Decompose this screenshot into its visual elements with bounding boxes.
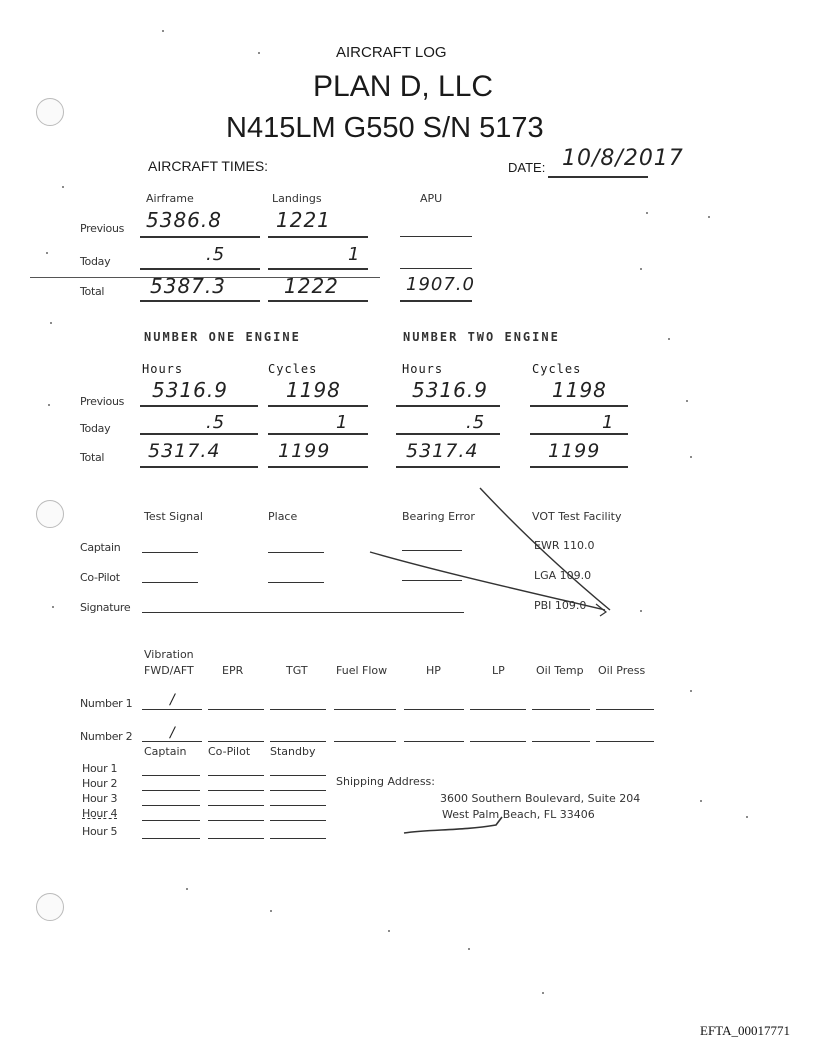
hour-3-label: Hour 3 — [82, 792, 118, 805]
hour-5-captain-line — [142, 838, 200, 839]
hour-4-standby-line — [270, 820, 326, 821]
scan-speck — [62, 186, 64, 188]
trend-number-1-line-5 — [404, 709, 464, 710]
trend-col-fwd-aft: FWD/AFT — [144, 664, 194, 677]
engine-two-hours-total-underline — [396, 466, 500, 468]
scan-speck — [542, 992, 544, 994]
engine-two-cycles-previous-underline — [530, 405, 628, 407]
trend-number-1-vibration: / — [170, 692, 176, 708]
trend-number-1-line-3 — [270, 709, 326, 710]
engine-one-cycles-header: Cycles — [268, 362, 318, 376]
airframe-total-value: 5387.3 — [150, 274, 226, 298]
airframe-row-previous-label: Previous — [80, 222, 125, 235]
shipping-address-line-1: 3600 Southern Boulevard, Suite 204 — [440, 792, 641, 805]
scan-speck — [668, 338, 670, 340]
trend-col-epr: EPR — [222, 664, 244, 677]
engine-two-hours-previous: 5316.9 — [412, 378, 488, 402]
landings-previous-underline — [268, 236, 368, 238]
engine-one-hours-previous: 5316.9 — [152, 378, 228, 402]
vor-row-signature-label: Signature — [80, 601, 131, 614]
landings-today-value: 1 — [348, 244, 361, 265]
trend-col-hp: HP — [426, 664, 441, 677]
scan-speck — [46, 252, 48, 254]
engine-one-cycles-previous-underline — [268, 405, 368, 407]
landings-total-value: 1222 — [284, 274, 339, 298]
hour-2-captain-line — [142, 790, 200, 791]
scan-speck — [468, 948, 470, 950]
engine-one-hours-header: Hours — [142, 362, 184, 376]
engine-row-total-label: Total — [80, 451, 105, 464]
engine-one-hours-total: 5317.4 — [148, 440, 221, 462]
hour-2-label: Hour 2 — [82, 777, 118, 790]
engine-one-hours-total-underline — [140, 466, 258, 468]
engine-one-title: NUMBER ONE ENGINE — [144, 330, 301, 344]
engine-two-cycles-today: 1 — [602, 412, 615, 433]
hours-col-standby: Standby — [270, 745, 316, 758]
scan-speck — [388, 930, 390, 932]
binder-hole-bottom — [36, 893, 64, 921]
trend-row-number-2-label: Number 2 — [80, 730, 133, 743]
hour-2-copilot-line — [208, 790, 264, 791]
bearing-error-header: Bearing Error — [402, 510, 475, 523]
hour-2-standby-line — [270, 790, 326, 791]
date-underline — [548, 176, 648, 178]
place-header: Place — [268, 510, 298, 523]
apu-previous-underline — [400, 236, 472, 237]
scan-speck — [270, 910, 272, 912]
scan-speck — [48, 404, 50, 406]
engine-two-cycles-total: 1199 — [548, 440, 601, 462]
captain-test-signal-line — [142, 552, 198, 553]
trend-number-2-vibration: / — [170, 725, 176, 741]
vor-row-copilot-label: Co-Pilot — [80, 571, 120, 584]
date-value: 10/8/2017 — [562, 146, 684, 171]
landings-total-underline — [268, 300, 368, 302]
engine-two-hours-total: 5317.4 — [406, 440, 479, 462]
scan-speck — [686, 400, 688, 402]
airframe-row-total-label: Total — [80, 285, 105, 298]
hour-1-label: Hour 1 — [82, 762, 118, 775]
binder-hole-top — [36, 98, 64, 126]
airframe-header: Airframe — [146, 192, 194, 205]
engine-two-title: NUMBER TWO ENGINE — [403, 330, 560, 344]
hour-5-standby-line — [270, 838, 326, 839]
engine-two-cycles-today-underline — [530, 433, 628, 435]
scan-speck — [258, 52, 260, 54]
airframe-today-underline — [140, 268, 260, 270]
copilot-test-signal-line — [142, 582, 198, 583]
trend-number-1-line-1 — [142, 709, 202, 710]
airframe-today-value: .5 — [206, 244, 226, 265]
log-title: AIRCRAFT LOG — [336, 44, 447, 61]
hours-col-copilot: Co-Pilot — [208, 745, 251, 758]
aircraft-title: N415LM G550 S/N 5173 — [226, 112, 544, 144]
engine-one-hours-today: .5 — [206, 412, 226, 433]
scan-speck — [52, 606, 54, 608]
engine-row-previous-label: Previous — [80, 395, 125, 408]
scan-speck — [746, 816, 748, 818]
trend-col-oil-temp: Oil Temp — [536, 664, 584, 677]
landings-previous-value: 1221 — [276, 208, 331, 232]
trend-number-2-line-2 — [208, 741, 264, 742]
binder-hole-middle — [36, 500, 64, 528]
scan-speck — [690, 456, 692, 458]
trend-number-1-line-4 — [334, 709, 396, 710]
airframe-total-underline — [140, 300, 260, 302]
vot-facility-pbi: PBI 109.0 — [534, 599, 587, 612]
shipping-address-label: Shipping Address: — [336, 775, 435, 788]
trend-col-fuel-flow: Fuel Flow — [336, 664, 388, 677]
trend-row-number-1-label: Number 1 — [80, 697, 133, 710]
engine-two-cycles-header: Cycles — [532, 362, 582, 376]
trend-col-lp: LP — [492, 664, 505, 677]
engine-one-cycles-total: 1199 — [278, 440, 331, 462]
trend-col-oil-press: Oil Press — [598, 664, 646, 677]
engine-one-cycles-total-underline — [268, 466, 368, 468]
landings-header: Landings — [272, 192, 322, 205]
engine-one-hours-today-underline — [140, 433, 258, 435]
scan-speck — [708, 216, 710, 218]
engine-one-cycles-today: 1 — [336, 412, 349, 433]
bates-number: EFTA_00017771 — [700, 1023, 790, 1038]
airframe-previous-underline — [140, 236, 260, 238]
trend-number-1-line-8 — [596, 709, 654, 710]
apu-total-underline — [400, 300, 472, 302]
scan-speck — [162, 30, 164, 32]
hour-4-copilot-line — [208, 820, 264, 821]
company-name: PLAN D, LLC — [313, 70, 494, 103]
engine-two-cycles-previous: 1198 — [552, 378, 607, 402]
engine-two-hours-today: .5 — [466, 412, 486, 433]
trend-number-2-line-3 — [270, 741, 326, 742]
scan-speck — [50, 322, 52, 324]
hour-1-copilot-line — [208, 775, 264, 776]
trend-number-2-line-7 — [532, 741, 590, 742]
hour-5-copilot-line — [208, 838, 264, 839]
engine-one-cycles-previous: 1198 — [286, 378, 341, 402]
vot-facility-header: VOT Test Facility — [532, 510, 622, 523]
aircraft-times-label: AIRCRAFT TIMES: — [148, 158, 269, 174]
scan-speck — [640, 268, 642, 270]
hour-1-captain-line — [142, 775, 200, 776]
trend-number-2-line-4 — [334, 741, 396, 742]
hour-1-standby-line — [270, 775, 326, 776]
engine-two-hours-header: Hours — [402, 362, 444, 376]
hour-3-standby-line — [270, 805, 326, 806]
trend-number-2-line-1 — [142, 741, 202, 742]
scan-speck — [690, 690, 692, 692]
landings-today-underline — [268, 268, 368, 270]
trend-number-2-line-5 — [404, 741, 464, 742]
hour-4-captain-line — [142, 820, 200, 821]
airframe-row-today-label: Today — [80, 255, 111, 268]
hour-4-label: Hour 4 — [82, 807, 118, 820]
engine-one-hours-previous-underline — [140, 405, 258, 407]
apu-header: APU — [420, 192, 443, 205]
scan-speck — [646, 212, 648, 214]
trend-col-tgt: TGT — [286, 664, 308, 677]
vor-row-captain-label: Captain — [80, 541, 121, 554]
shipping-address-underline-mark — [400, 815, 510, 837]
date-label: DATE: — [508, 160, 546, 175]
pen-strike-marks — [360, 480, 620, 620]
trend-number-2-line-8 — [596, 741, 654, 742]
test-signal-header: Test Signal — [144, 510, 203, 523]
engine-two-cycles-total-underline — [530, 466, 628, 468]
vot-facility-ewr: EWR 110.0 — [534, 539, 595, 552]
engine-one-cycles-today-underline — [268, 433, 368, 435]
vibration-label: Vibration — [144, 648, 194, 661]
copilot-place-line — [268, 582, 324, 583]
trend-number-2-line-6 — [470, 741, 526, 742]
hours-col-captain: Captain — [144, 745, 187, 758]
shipping-address-line-2: West Palm Beach, FL 33406 — [442, 808, 595, 821]
hour-3-copilot-line — [208, 805, 264, 806]
apu-today-underline — [400, 268, 472, 269]
hour-3-captain-line — [142, 805, 200, 806]
vot-facility-lga: LGA 109.0 — [534, 569, 592, 582]
trend-number-1-line-6 — [470, 709, 526, 710]
captain-place-line — [268, 552, 324, 553]
trend-number-1-line-2 — [208, 709, 264, 710]
scan-speck — [640, 610, 642, 612]
engine-two-hours-previous-underline — [396, 405, 500, 407]
engine-row-today-label: Today — [80, 422, 111, 435]
engine-two-hours-today-underline — [396, 433, 500, 435]
hour-5-label: Hour 5 — [82, 825, 118, 838]
scan-speck — [700, 800, 702, 802]
airframe-previous-value: 5386.8 — [146, 208, 222, 232]
scan-speck — [186, 888, 188, 890]
trend-number-1-line-7 — [532, 709, 590, 710]
apu-total-value: 1907.0 — [406, 274, 475, 295]
